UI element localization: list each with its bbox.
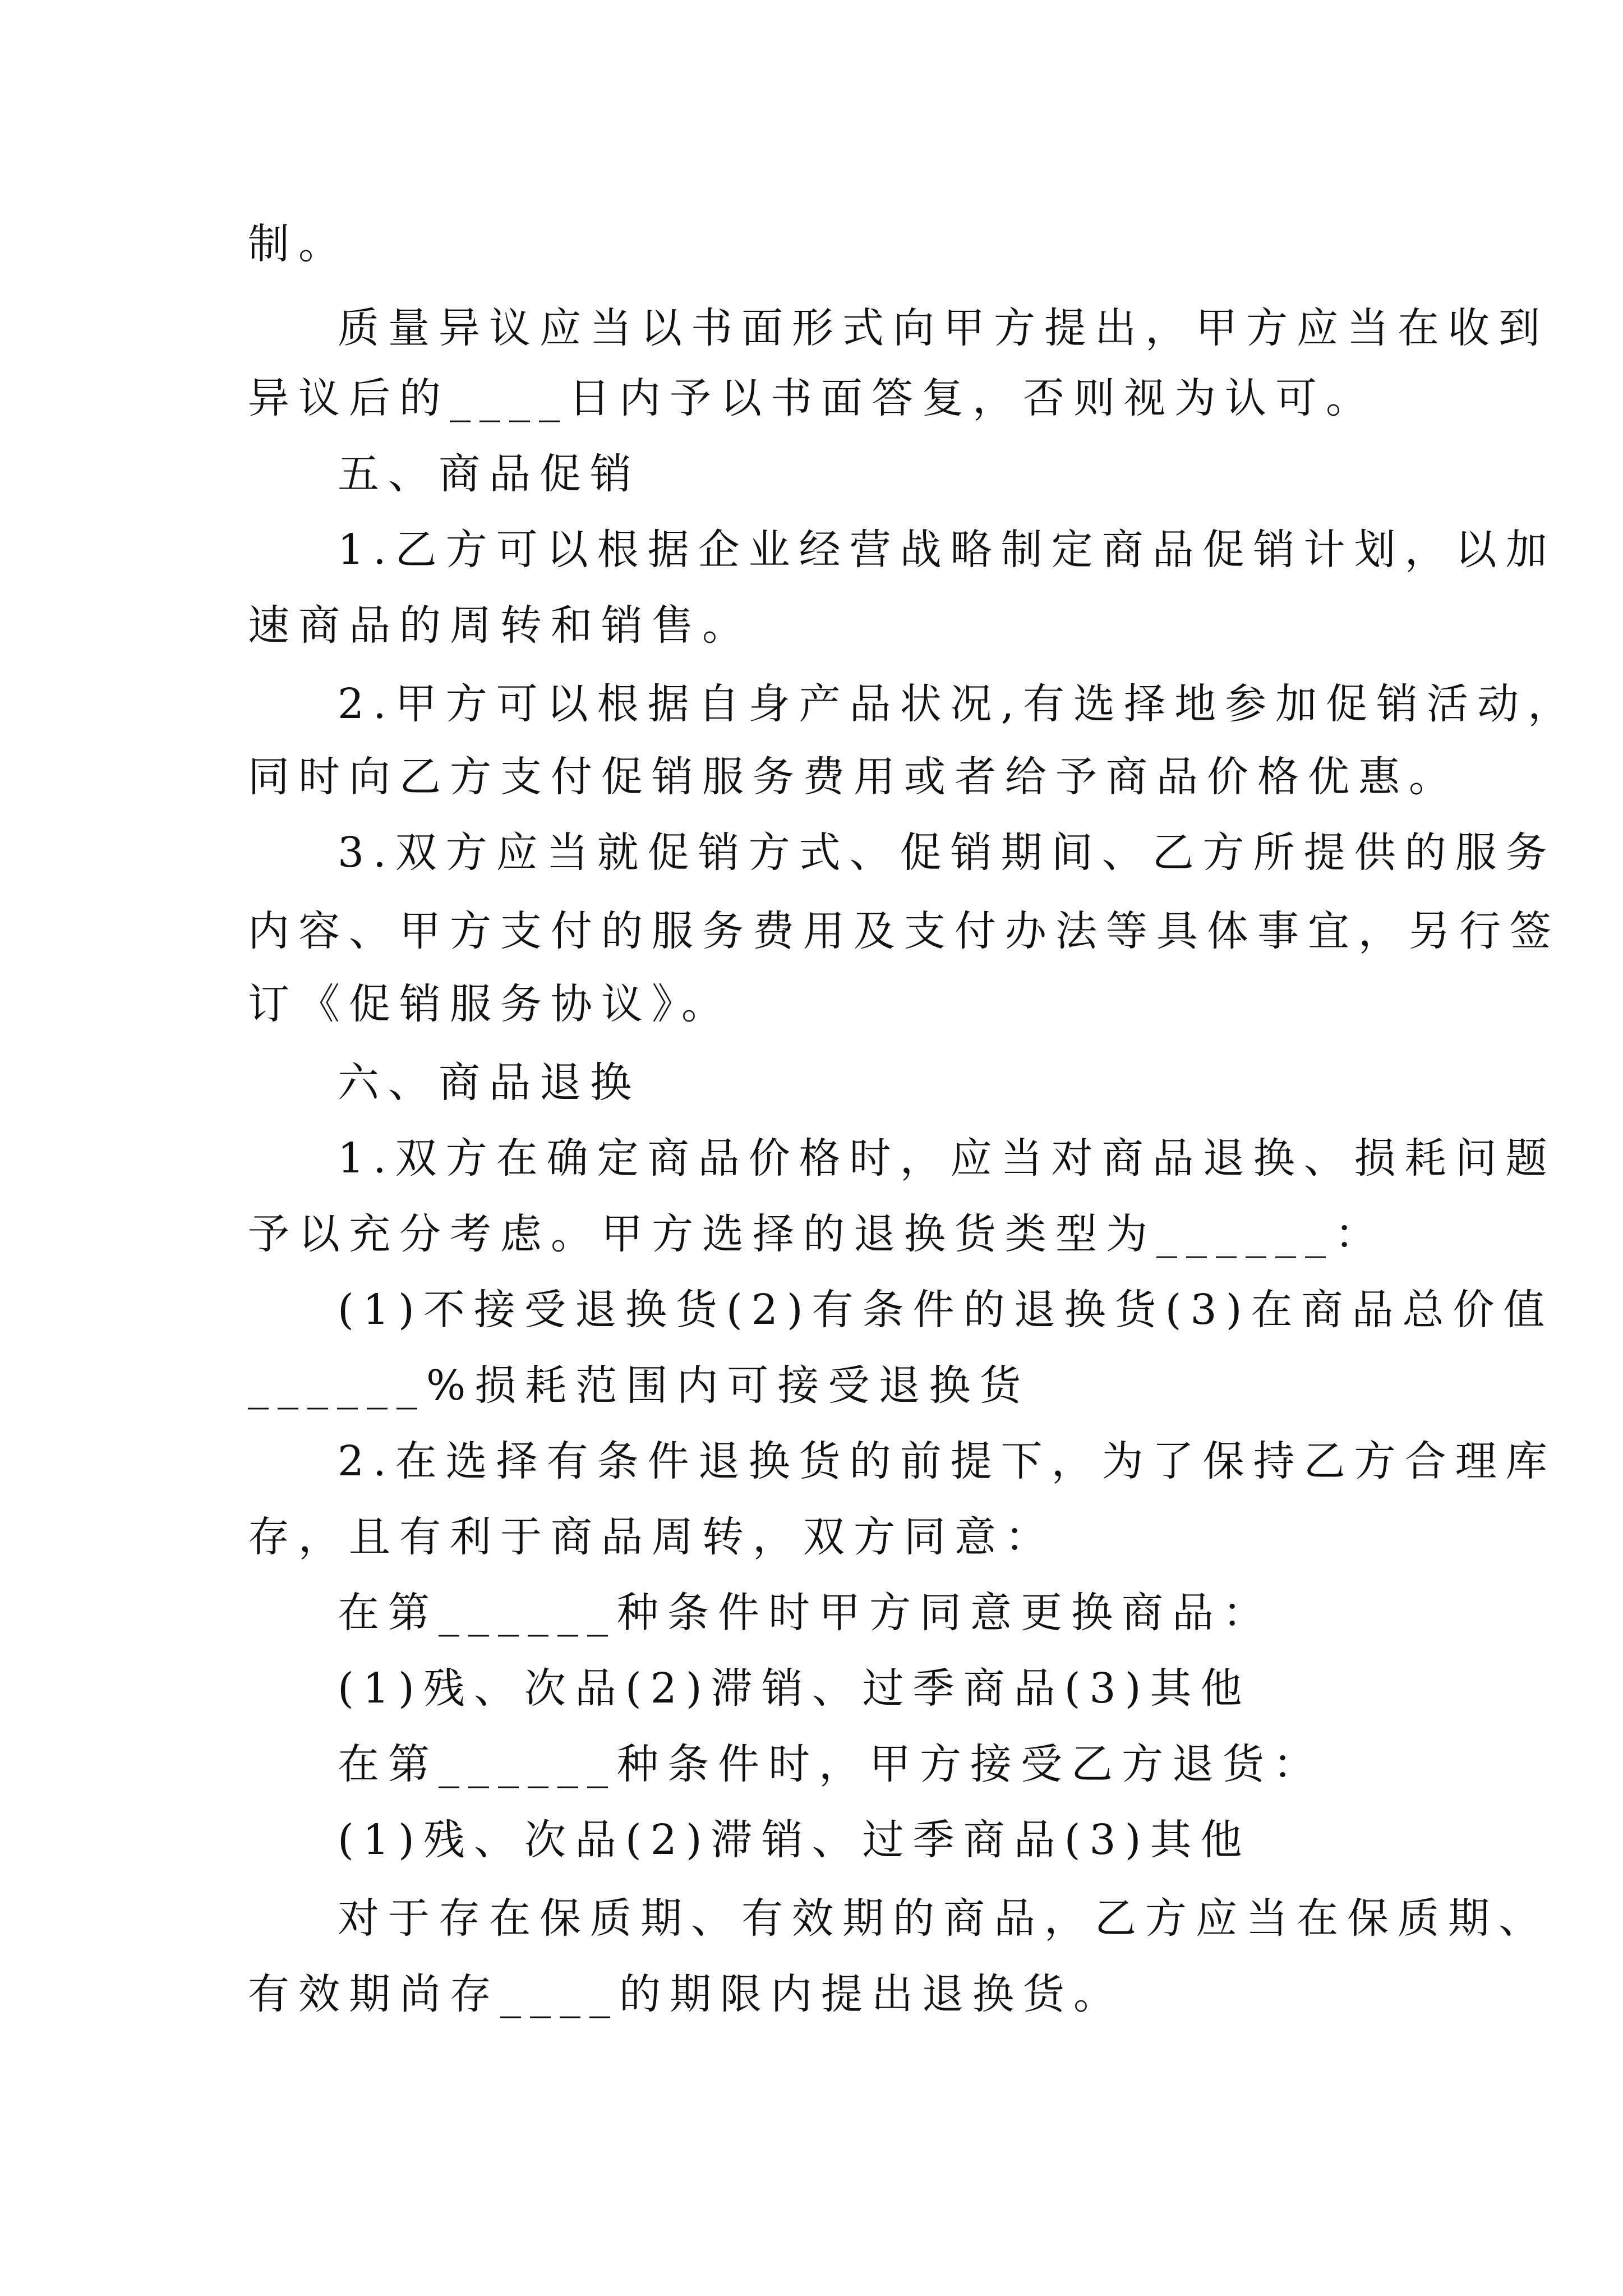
- paragraph-line: (1)不接受退换货(2)有条件的退换货(3)在商品总价值: [338, 1286, 1554, 1334]
- paragraph-line: (1)残、次品(2)滞销、过季商品(3)其他: [338, 1816, 1251, 1864]
- paragraph-line: 质量异议应当以书面形式向甲方提出，甲方应当在收到: [338, 304, 1549, 352]
- paragraph-line: 制。: [248, 220, 349, 268]
- section-heading: 六、商品退换: [338, 1059, 640, 1107]
- paragraph-line: (1)残、次品(2)滞销、过季商品(3)其他: [338, 1664, 1251, 1713]
- paragraph-line: ______%损耗范围内可接受退换货: [248, 1361, 1030, 1410]
- paragraph-line: 在第______种条件时甲方同意更换商品：: [338, 1589, 1273, 1637]
- section-heading: 五、商品促销: [338, 450, 640, 498]
- paragraph-line: 2.甲方可以根据自身产品状况,有选择地参加促销活动，: [338, 680, 1579, 728]
- paragraph-line: 予以充分考虑。甲方选择的退换货类型为______：: [248, 1210, 1385, 1258]
- paragraph-line: 1.双方在确定商品价格时，应当对商品退换、损耗问题: [338, 1134, 1556, 1182]
- paragraph-line: 订《促销服务协议》。: [248, 980, 732, 1028]
- paragraph-line: 1.乙方可以根据企业经营战略制定商品促销计划，以加: [338, 526, 1556, 574]
- paragraph-line: 对于存在保质期、有效期的商品，乙方应当在保质期、: [338, 1894, 1549, 1943]
- paragraph-line: 速商品的周转和销售。: [248, 601, 753, 650]
- paragraph-line: 同时向乙方支付促销服务费用或者给予商品价格优惠。: [248, 753, 1459, 801]
- paragraph-line: 有效期尚存____的期限内提出退换货。: [248, 1970, 1124, 2018]
- paragraph-line: 3.双方应当就促销方式、促销期间、乙方所提供的服务: [338, 829, 1556, 877]
- paragraph-line: 2.在选择有条件退换货的前提下，为了保持乙方合理库: [338, 1437, 1556, 1485]
- paragraph-line: 存，且有利于商品周转，双方同意：: [248, 1513, 1055, 1561]
- paragraph-line: 在第______种条件时，甲方接受乙方退货：: [338, 1740, 1324, 1788]
- paragraph-line: 内容、甲方支付的服务费用及支付办法等具体事宜，另行签: [248, 907, 1560, 955]
- paragraph-line: 异议后的____日内予以书面答复，否则视为认可。: [248, 374, 1376, 422]
